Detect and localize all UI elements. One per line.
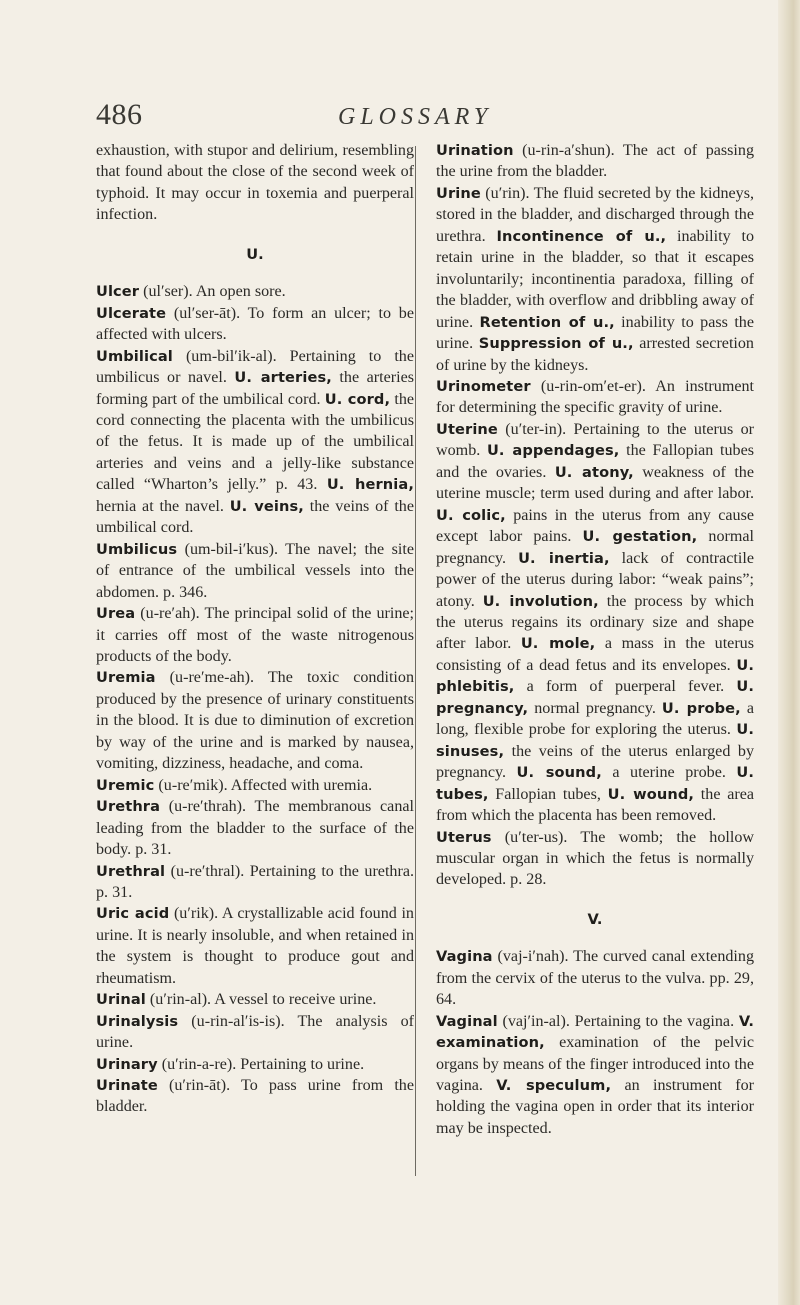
glossary-entry	[96, 1075, 414, 1118]
headword: V. speculum,	[496, 1077, 612, 1095]
section-letter: V.	[587, 910, 603, 928]
headword: Uremia	[96, 669, 156, 687]
definition-text: normal pregnancy.	[528, 699, 662, 717]
definition-text: (u-re′thrah). The membranous canal leading from the bladder to the surface of the body. p. 31.	[96, 798, 414, 859]
glossary-entry	[96, 539, 414, 603]
continued-definition	[96, 140, 414, 226]
glossary-entry	[96, 346, 414, 539]
headword: Uterine	[436, 420, 498, 438]
headword: U. inertia,	[518, 549, 610, 567]
headword: Urine	[436, 184, 481, 202]
definition-text: normal pregnancy.	[436, 528, 754, 567]
headword: Urination	[436, 142, 514, 159]
definition-text: inability to pass the urine.	[436, 313, 754, 353]
headword: Uterus	[436, 828, 492, 846]
headword: V. examination,	[436, 1012, 754, 1052]
headword: U. mole,	[520, 635, 596, 653]
definition-text: the Fallopian tubes and the ovaries.	[436, 442, 754, 481]
headword: U. colic,	[436, 506, 506, 524]
definition-text: the arteries forming part of the umbilical cord.	[96, 369, 414, 408]
headword: U. veins,	[229, 497, 304, 515]
headword: U. appendages,	[486, 442, 620, 460]
headword: Urinalysis	[96, 1012, 179, 1030]
page-number: 486	[96, 98, 143, 131]
glossary-entry	[96, 1011, 414, 1054]
headword: Urea	[96, 605, 136, 623]
column-divider	[415, 146, 416, 1176]
glossary-entry	[436, 946, 754, 1010]
headword: Uremic	[96, 776, 155, 794]
headword: U. atony,	[554, 463, 634, 481]
glossary-entry	[436, 140, 754, 183]
glossary-entry	[436, 183, 754, 376]
glossary-entry	[436, 419, 754, 827]
headword: Urinate	[96, 1077, 158, 1095]
definition-text: a form of puerperal fever.	[514, 678, 737, 696]
headword: Urinary	[96, 1055, 158, 1073]
headword: Urethral	[96, 862, 166, 880]
headword: U. phlebitis,	[436, 656, 754, 696]
definition-text: inability to retain urine in the bladder, so that it escapes involuntarily; incontinentia paradoxa, filling of the bladder, with overflow and dribbling away of urine.	[436, 227, 754, 331]
definition-text: pains in the uterus from any cause except labor pains.	[436, 506, 754, 546]
definition-text: the process by which the uterus regains its ordinary size and shape after labor.	[436, 592, 754, 653]
glossary-entry	[96, 861, 414, 904]
definition-text: (u′rin-a-re). Pertaining to urine.	[157, 1055, 365, 1073]
glossary-entry	[96, 603, 414, 667]
headword: Vagina	[436, 948, 493, 966]
definition-text: (u-re′me-ah). The toxic condition produced by the presence of urinary constituents in the blood. It is due to diminution of excretion by way of the urine and is marked by nausea, vomiting, dizziness, headache, and coma.	[96, 669, 414, 773]
definition-text: Fallopian tubes,	[488, 785, 608, 803]
definition-text: examination of the pelvic organs by means of the finger introduced into the vagina.	[436, 1034, 754, 1095]
definition-text: (u-re′ah). The principal solid of the urine; it carries off most of the waste nitrogenous products of the body.	[96, 605, 414, 665]
definition-text: the cord connecting the placenta with the umbilicus of the fetus. It is made up of the umbilical arteries and veins and a jelly-like substance called “Wharton’s jelly.” p. 43.	[96, 390, 415, 494]
definition-text: a uterine probe.	[601, 764, 737, 782]
definition-text: (ul′ser). An open sore.	[139, 283, 286, 301]
headword: Ulcerate	[96, 304, 167, 322]
definition-text: (vaj-i′nah). The curved canal extending from the cervix of the uterus to the vulva. pp. 29, 64.	[436, 948, 754, 1009]
definition-text: (um-bil′ik-al). Pertaining to the umbilicus or navel.	[96, 347, 414, 387]
definition-text: (u-re′mik). Affected with uremia.	[154, 776, 373, 794]
definition-text: a mass in the uterus consisting of a dead fetus and its envelopes.	[436, 635, 754, 674]
headword: Incontinence of u.,	[496, 227, 667, 245]
definition-text: (u′rin-āt). To pass urine from the bladder.	[96, 1077, 414, 1116]
glossary-entry	[96, 796, 414, 860]
definition-text: (u-rin-a′shun). The act of passing the urine from the bladder.	[436, 142, 754, 181]
glossary-entry	[96, 281, 414, 302]
glossary-entry	[96, 303, 414, 346]
definition-text: (u-rin-om′et-er). An instrument for determining the specific gravity of urine.	[436, 377, 754, 417]
headword: U. cord,	[324, 390, 391, 408]
definition-text: (u-rin-al′is-is). The analysis of urine.	[96, 1012, 414, 1052]
headword: Ulcer	[96, 283, 140, 301]
definition-text: an instrument for holding the vagina open in order that its interior may be inspected.	[436, 1077, 754, 1137]
headword: Retention of u.,	[479, 313, 615, 331]
glossary-entry	[96, 667, 414, 774]
definition-text: arrested secretion of urine by the kidneys.	[436, 335, 754, 374]
definition-text: a long, flexible probe for exploring the uterus.	[436, 699, 754, 739]
glossary-entry	[436, 376, 754, 419]
right-column	[436, 140, 754, 1139]
glossary-entry	[436, 1011, 754, 1140]
definition-text: the area from which the placenta has been removed.	[436, 785, 755, 825]
page-edge-shadow	[778, 0, 800, 1305]
definition-text: exhaustion, with stupor and delirium, resembling that found about the close of the second week of typhoid. It may occur in toxemia and puerperal infection.	[96, 142, 414, 224]
definition-text: (ul′ser-āt). To form an ulcer; to be affected with ulcers.	[96, 304, 414, 344]
headword: U. wound,	[607, 785, 695, 803]
definition-text: (u′rin-al). A vessel to receive urine.	[145, 991, 377, 1009]
definition-text: (u-re′thral). Pertaining to the urethra. p. 31.	[96, 862, 414, 901]
glossary-entry	[96, 903, 414, 989]
glossary-entry	[96, 1054, 414, 1075]
running-head-title: GLOSSARY	[338, 104, 493, 130]
headword: U. probe,	[661, 699, 741, 717]
headword: U. involution,	[482, 592, 599, 610]
headword: Umbilicus	[96, 540, 178, 558]
headword: U. sound,	[516, 764, 602, 782]
headword: Vaginal	[436, 1012, 498, 1030]
definition-text: (u′ter-in). Pertaining to the uterus or womb.	[436, 420, 754, 460]
definition-text: (vaj′in-al). Pertaining to the vagina.	[497, 1012, 739, 1030]
headword: Urethra	[96, 798, 161, 816]
headword: Suppression of u.,	[478, 335, 634, 353]
glossary-entry	[96, 775, 414, 796]
headword: U. gestation,	[582, 528, 698, 546]
definition-text: weakness of the uterine muscle; term used during and after labor.	[436, 463, 754, 503]
headword: Umbilical	[96, 347, 173, 365]
headword: U. hernia,	[326, 476, 414, 494]
definition-text: the veins of the uterus enlarged by pregnancy.	[436, 742, 754, 782]
definition-text: (u′rik). A crystallizable acid found in urine. It is nearly insoluble, and when retained in the system is thought to produce gout and rheumatism.	[96, 905, 414, 987]
headword: Urinometer	[436, 377, 531, 395]
definition-text: (u′rin). The fluid secreted by the kidneys, stored in the bladder, and discharged through the urethra.	[436, 184, 754, 245]
definition-text: hernia at the navel.	[96, 497, 230, 515]
definition-text: the veins of the umbilical cord.	[96, 497, 414, 537]
headword: Uric acid	[96, 905, 170, 923]
headword: U. pregnancy,	[436, 678, 754, 717]
headword: Urinal	[96, 991, 146, 1009]
left-column	[96, 140, 414, 1118]
definition-text: lack of contractile power of the uterus during labor: “weak pains”; atony.	[436, 549, 754, 610]
glossary-entry	[96, 989, 414, 1010]
headword: U. sinuses,	[436, 721, 754, 760]
glossary-entry	[436, 827, 754, 891]
definition-text: (u′ter-us). The womb; the hollow muscular organ in which the fetus is normally developed. p. 28.	[436, 828, 754, 889]
definition-text: (um-bil-i′kus). The navel; the site of entrance of the umbilical vessels into the abdomen. p. 346.	[96, 540, 414, 601]
headword: U. arteries,	[234, 369, 332, 387]
section-letter: U.	[246, 245, 264, 263]
headword: U. tubes,	[436, 764, 754, 803]
